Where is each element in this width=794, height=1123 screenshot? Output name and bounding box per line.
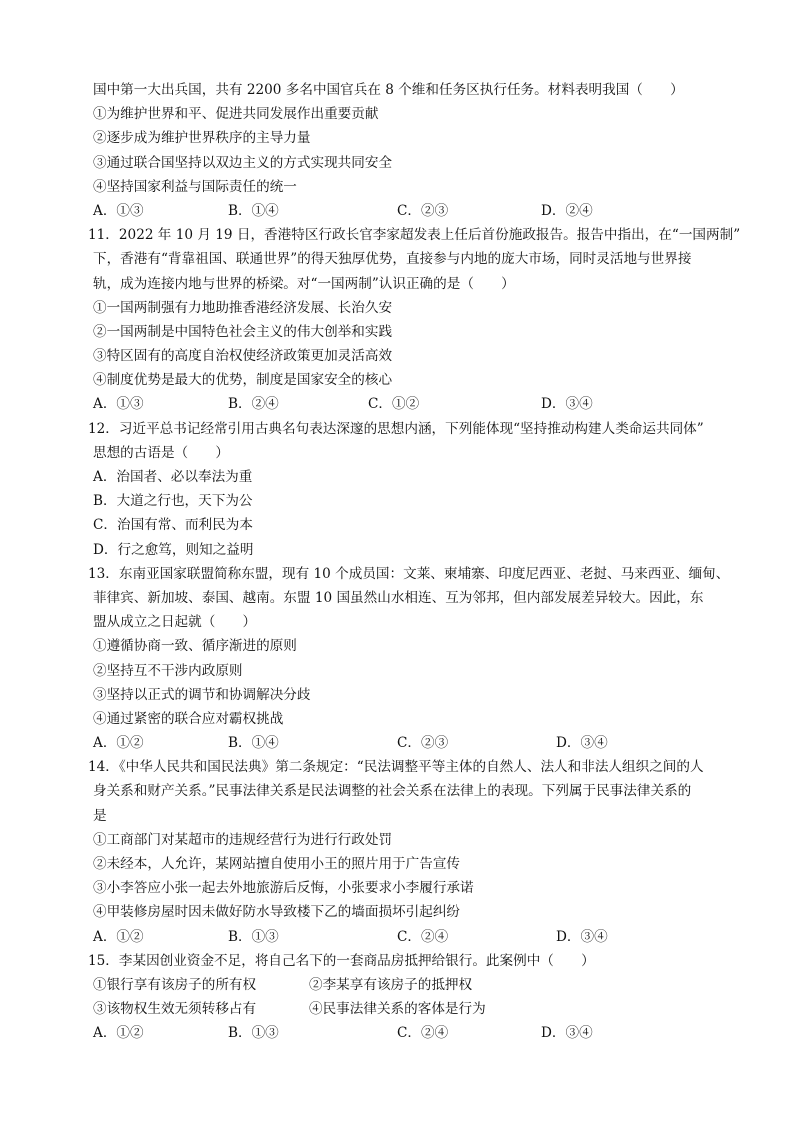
q15-options-row-1	[0, 973, 794, 997]
q10-option-4: ④坚持国家利益与国际责任的统一	[93, 178, 297, 195]
q15-choice-c: C．②④	[397, 1025, 449, 1042]
exam-page	[0, 78, 794, 1046]
q11-option-2: ②一国两制是中国特色社会主义的伟大创举和实践	[93, 323, 393, 340]
q10-choice-b: B．①④	[228, 202, 279, 219]
q14-choices	[0, 925, 794, 949]
q10-choice-d: D．②④	[541, 202, 593, 219]
q14-option-4: ④甲装修房屋时因未做好防水导致楼下乙的墙面损坏引起纠纷	[93, 904, 461, 921]
q12-option-a: A．治国者、必以奉法为重	[93, 469, 253, 485]
q11-choice-d: D．③④	[541, 396, 593, 413]
q15-option-3: ③该物权生效无须转移占有	[93, 1001, 257, 1018]
q10-choice-a: A．①③	[93, 202, 144, 219]
q13-choice-d: D．③④	[556, 735, 608, 752]
q13-choice-c: C．②③	[397, 735, 449, 752]
q10-option-3: ③通过联合国坚持以双边主义的方式实现共同安全	[93, 154, 393, 171]
q11-option-4: ④制度优势是最大的优势，制度是国家安全的核心	[93, 372, 393, 389]
q10-stem-tail: 国中第一大出兵国，共有 2200 多名中国官兵在 8 个维和任务区执行任务。材料表明我国（ ）	[93, 82, 684, 98]
q13-stem-line-1: 13．东南亚国家联盟简称东盟，现有 10 个成员国：文莱、柬埔寨、印度尼西亚、老挝、马来西亚、缅甸、	[88, 565, 730, 582]
q11-choices	[0, 392, 794, 416]
q13-option-2: ②坚持互不干涉内政原则	[93, 662, 243, 679]
q12-option-d: D．行之愈笃，则知之益明	[93, 541, 254, 558]
q11-option-3: ③特区固有的高度自治权使经济政策更加灵活高效	[93, 348, 393, 365]
q12-stem-line-2: 思想的古语是（ ）	[93, 444, 229, 461]
q10-option-1: ①为维护世界和平、促进共同发展作出重要贡献	[93, 106, 379, 123]
q13-choice-b: B．①④	[228, 735, 279, 752]
q14-stem-line-2: 身关系和财产关系。”民事法律关系是民法调整的社会关系在法律上的表现。下列属于民事法律关系的	[93, 783, 692, 800]
q11-option-1: ①一国两制强有力地助推香港经济发展、长治久安	[93, 299, 393, 316]
q13-option-1: ①遵循协商一致、循序渐进的原则	[93, 638, 297, 655]
q11-stem-line-1: 11．2022 年 10 月 19 日，香港特区行政长官李家超发表上任后首份施政报告。报告中指出，在“一国两制”	[88, 227, 741, 244]
q11-choice-b: B．②④	[228, 396, 279, 413]
q14-stem-line-3: 是	[93, 807, 107, 824]
q15-choice-a: A．①②	[93, 1025, 144, 1042]
q15-choice-d: D．③④	[541, 1025, 593, 1042]
q11-stem-line-2: 下，香港有“背靠祖国、联通世界”的得天独厚优势，直接参与内地的庞大市场，同时灵活地与世界接	[93, 251, 692, 268]
q14-choice-d: D．③④	[556, 928, 608, 945]
q11-choice-c: C．①②	[368, 396, 420, 413]
q10-choices	[0, 199, 794, 223]
q14-option-2: ②未经本，人允许，某网站擅自使用小王的照片用于广告宣传	[93, 856, 461, 872]
q13-choice-a: A．①②	[93, 735, 144, 752]
q14-choice-b: B．①③	[228, 928, 279, 945]
q15-choice-b: B．①③	[228, 1025, 279, 1042]
q13-option-3: ③坚持以正式的调节和协调解决分歧	[93, 686, 311, 703]
q15-option-2: ②李某享有该房子的抵押权	[309, 976, 473, 993]
q15-stem-line-1: 15．李某因创业资金不足，将自己名下的一套商品房抵押给银行。此案例中（ ）	[88, 952, 595, 969]
q11-choice-a: A．①③	[93, 396, 144, 413]
q10-option-2: ②逐步成为维护世界秩序的主导力量	[93, 130, 311, 147]
q13-option-4: ④通过紧密的联合应对霸权挑战	[93, 710, 284, 727]
q13-stem-line-2: 菲律宾、新加坡、泰国、越南。东盟 10 国虽然山水相连、互为邻邦，但内部发展差异较大。因此，东	[93, 589, 704, 606]
q14-option-1: ①工商部门对某超市的违规经营行为进行行政处罚	[93, 831, 393, 848]
q14-choice-c: C．②④	[397, 928, 449, 945]
q14-choice-a: A．①②	[93, 928, 144, 945]
q14-stem-line-1: 14．《中华人民共和国民法典》第二条规定：“民法调整平等主体的自然人、法人和非法人组织之间的人	[88, 759, 704, 776]
q10-choice-c: C．②③	[397, 202, 449, 219]
q15-option-1: ①银行享有该房子的所有权	[93, 976, 257, 993]
q12-option-b: B．大道之行也，天下为公	[93, 493, 253, 510]
q11-stem-line-3: 轨，成为连接内地与世界的桥梁。对“一国两制”认识正确的是（ ）	[93, 275, 515, 292]
q14-option-3: ③小李答应小张一起去外地旅游后反悔，小张要求小李履行承诺	[93, 880, 474, 897]
q12-stem-line-1: 12．习近平总书记经常引用古典名句表达深邃的思想内涵，下列能体现“坚持推动构建人类命运共同体”	[88, 420, 704, 437]
q15-choices	[0, 1021, 794, 1045]
q12-option-c: C．治国有常、而利民为本	[93, 517, 253, 534]
q13-choices	[0, 731, 794, 755]
q15-option-4: ④民事法律关系的客体是行为	[309, 1001, 486, 1018]
q13-stem-line-3: 盟从成立之日起就（ ）	[93, 614, 257, 631]
q15-options-row-2	[0, 997, 794, 1021]
